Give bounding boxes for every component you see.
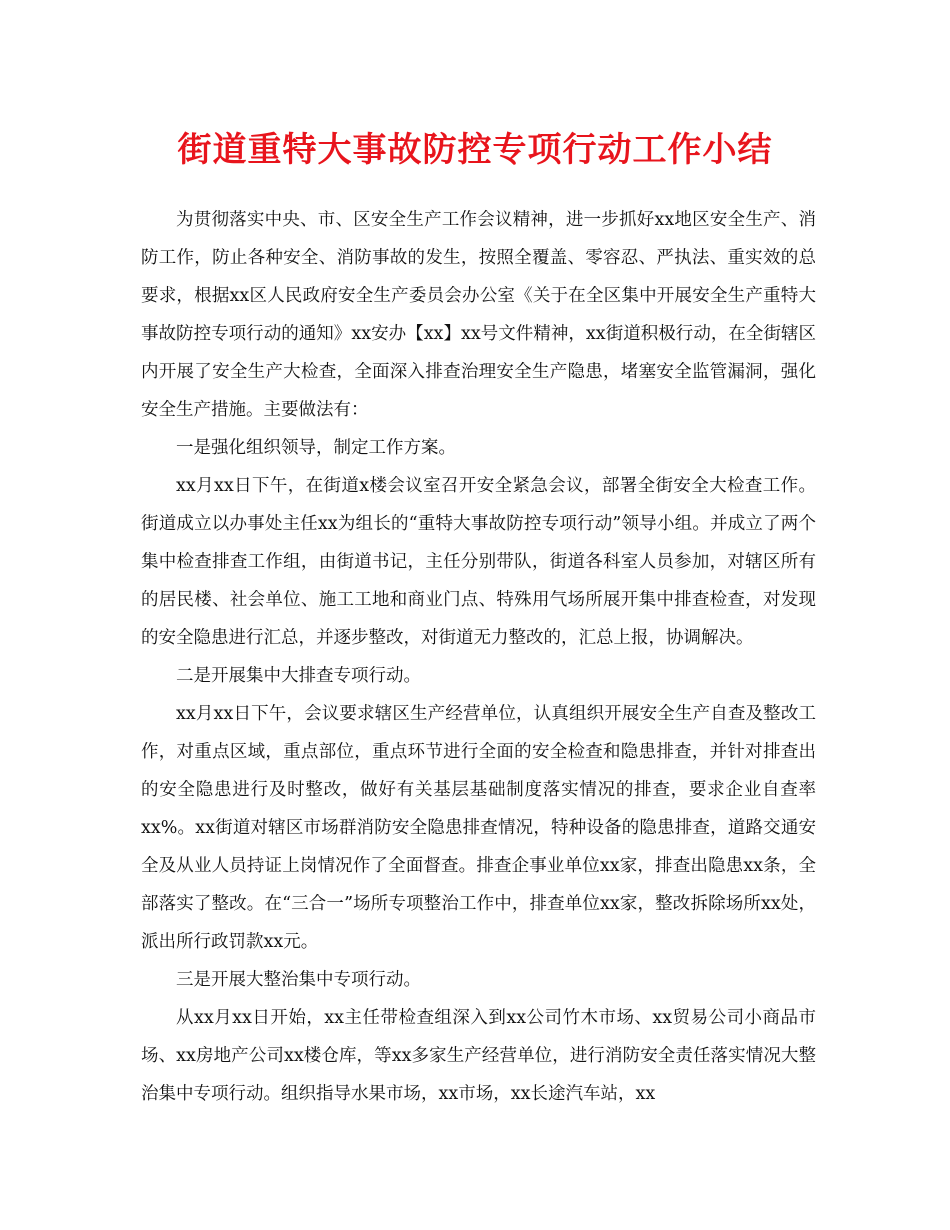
section-heading-1: 一是强化组织领导，制定工作方案。 xyxy=(176,438,456,458)
paragraph-section-2: xx月xx日下午，会议要求辖区生产经营单位，认真组织开展安全生产自查及整改工作，对重点区域，重点部位，重点环节进行全面的安全检查和隐患排查，并针对排查出的安全隐患进行及时整改，做好有关基层基础制度落实情况的排查，要求企业自查率xx%。xx街道对辖区市场群消防安全隐患排查情况，特种设备的隐患排查，道路交通安全及从业人员持证上岗情况作了全面督查。排查企事业单位xx家，排查出隐患xx条，全部落实了整改。在“三合一”场所专项整治工作中，排查单位xx家，整改拆除场所xx处，派出所行政罚款xx元。 xyxy=(141,704,816,952)
section-heading-3: 三是开展大整治集中专项行动。 xyxy=(176,970,421,990)
paragraph-section-1: xx月xx日下午，在街道x楼会议室召开安全紧急会议，部署全街安全大检查工作。街道成立以办事处主任xx为组长的“重特大事故防控专项行动”领导小组。并成立了两个集中检查排查工作组，由街道书记，主任分别带队，街道各科室人员参加，对辖区所有的居民楼、社会单位、施工工地和商业门点、特殊用气场所展开集中排查检查，对发现的安全隐患进行汇总，并逐步整改，对街道无力整改的，汇总上报，协调解决。 xyxy=(141,476,816,648)
document-title: 街道重特大事故防控专项行动工作小结 xyxy=(177,130,773,170)
paragraph-section-3: 从xx月xx日开始，xx主任带检查组深入到xx公司竹木市场、xx贸易公司小商品市场、xx房地产公司xx楼仓库，等xx多家生产经营单位，进行消防安全责任落实情况大整治集中专项行动。组织指导水果市场，xx市场，xx长途汽车站，xx xyxy=(141,1008,816,1104)
section-heading-2: 二是开展集中大排查专项行动。 xyxy=(176,666,421,686)
paragraph-intro: 为贯彻落实中央、市、区安全生产工作会议精神，进一步抓好xx地区安全生产、消防工作，防止各种安全、消防事故的发生，按照全覆盖、零容忍、严执法、重实效的总要求，根据xx区人民政府安全生产委员会办公室《关于在全区集中开展安全生产重特大事故防控专项行动的通知》xx安办【xx】xx号文件精神，xx街道积极行动，在全街辖区内开展了安全生产大检查，全面深入排查治理安全生产隐患，堵塞安全监管漏洞，强化安全生产措施。主要做法有： xyxy=(141,210,816,420)
document-body xyxy=(141,201,816,1113)
